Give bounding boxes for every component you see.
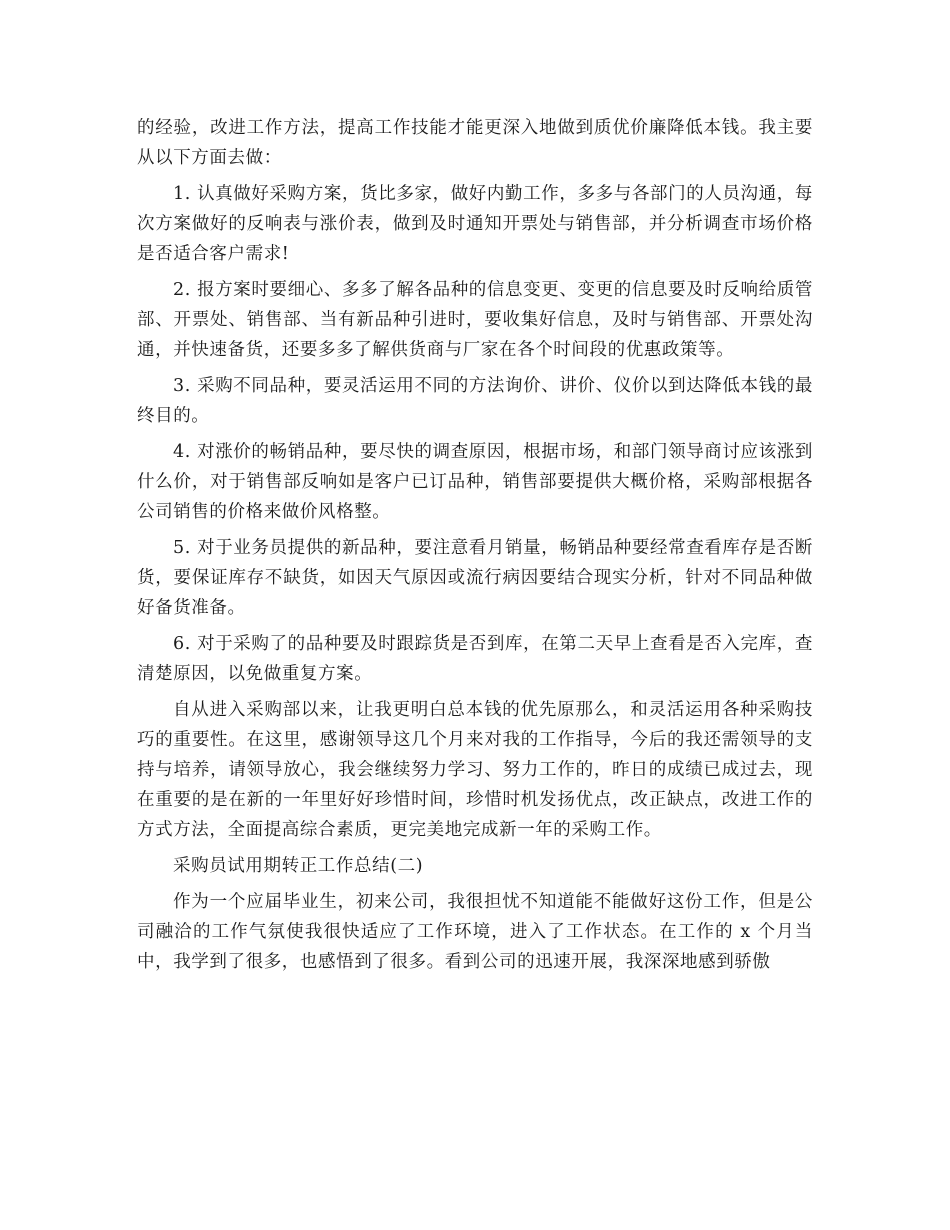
list-item-4: 4. 对涨价的畅销品种，要尽快的调查原因，根据市场，和部门领导商讨应该涨到什么价，对于销售部反响如是客户已订品种，销售部要提供大概价格，采购部根据各公司销售的价格来做价风格整。 (137, 442, 813, 522)
section-heading: 采购员试用期转正工作总结(二) (173, 856, 424, 876)
paragraph-intro: 作为一个应届毕业生，初来公司，我很担忧不知道能不能做好这份工作，但是公司融洽的工作气氛使我很快适应了工作环境，进入了工作状态。在工作的 x 个月当中，我学到了很多，也感悟到了很多。看到公司的迅速开展，我深深地感到骄傲 (137, 892, 813, 972)
paragraph-continuation: 的经验，改进工作方法，提高工作技能才能更深入地做到质优价廉降低本钱。我主要从以下方面去做： (137, 118, 813, 168)
list-item-3: 3. 采购不同品种，要灵活运用不同的方法询价、讲价、仪价以到达降低本钱的最终目的。 (137, 376, 813, 426)
paragraph-conclusion: 自从进入采购部以来，让我更明白总本钱的优先原那么，和灵活运用各种采购技巧的重要性。在这里，感谢领导这几个月来对我的工作指导，今后的我还需领导的支持与培养，请领导放心，我会继续努力学习、努力工作的，昨日的成绩已成过去，现在重要的是在新的一年里好好珍惜时间，珍惜时机发扬优点，改正缺点，改进工作的方式方法，全面提高综合素质，更完美地完成新一年的采购工作。 (137, 700, 813, 840)
list-item-2: 2. 报方案时要细心、多多了解各品种的信息变更、变更的信息要及时反响给质管部、开票处、销售部、当有新品种引进时，要收集好信息，及时与销售部、开票处沟通，并快速备货，还要多多了解供货商与厂家在各个时间段的优惠政策等。 (137, 280, 813, 360)
list-item-5: 5. 对于业务员提供的新品种，要注意看月销量，畅销品种要经常查看库存是否断货，要保证库存不缺货，如因天气原因或流行病因要结合现实分析，针对不同品种做好备货准备。 (137, 538, 813, 618)
list-item-6: 6. 对于采购了的品种要及时跟踪货是否到库，在第二天早上查看是否入完库，查清楚原因，以免做重复方案。 (137, 634, 813, 684)
list-item-1: 1. 认真做好采购方案，货比多家，做好内勤工作，多多与各部门的人员沟通，每次方案做好的反响表与涨价表，做到及时通知开票处与销售部，并分析调查市场价格是否适合客户需求! (137, 184, 813, 264)
document-body (137, 113, 813, 983)
